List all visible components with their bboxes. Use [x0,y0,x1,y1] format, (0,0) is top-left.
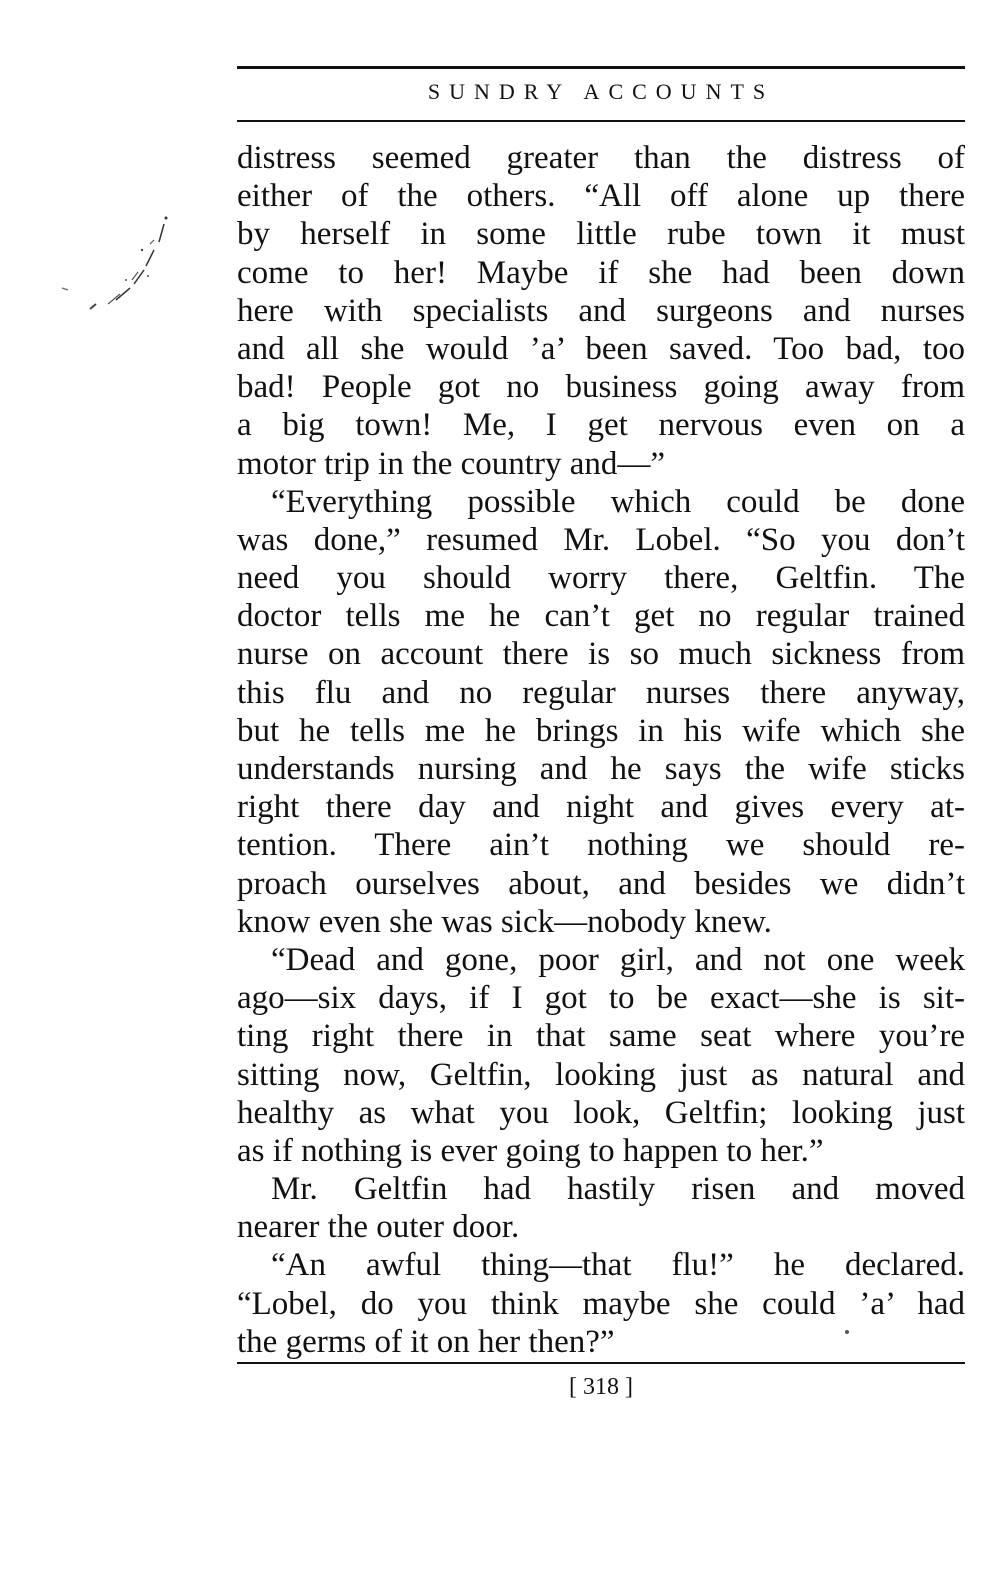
text-line: “Lobel, do you think maybe she could ’a’ had [237,1285,965,1322]
top-rule [237,66,965,69]
stray-ink-dot [845,1330,849,1334]
text-line: bad! People got no business going away from [237,369,965,406]
text-line: this flu and no regular nurses there anyway, [237,674,965,711]
text-line: understands nursing and he says the wife sticks [237,751,965,787]
text-line: nurse on account there is so much sickness from [237,636,965,673]
text-line: nearer the outer door. [237,1209,520,1246]
text-line: need you should worry there, Geltfin. The [237,560,965,597]
text-line: “An awful thing—that flu!” he declared. [271,1247,965,1284]
text-line: “Dead and gone, poor girl, and not one week [271,941,965,978]
text-line: motor trip in the country and—” [237,445,665,482]
text-line: Mr. Geltfin had hastily risen and moved [271,1171,965,1208]
text-line: tention. There ain’t nothing we should re- [237,827,965,864]
text-line: know even she was sick—nobody knew. [237,903,772,940]
text-line: and all she would ’a’ been saved. Too bad, too [237,330,965,367]
body-text [237,139,965,1361]
text-line: distress seemed greater than the distress of [237,140,965,176]
text-line: doctor tells me he can’t get no regular trained [237,598,965,635]
text-line: the germs of it on her then?” [237,1323,615,1360]
text-line: healthy as what you look, Geltfin; looking just [237,1094,965,1131]
header-rule [237,120,965,122]
text-line: sitting now, Geltfin, looking just as natural and [237,1056,965,1093]
text-line: ago—six days, if I got to be exact—she is sit- [237,980,965,1017]
text-line: here with specialists and surgeons and nurses [237,292,965,329]
text-line: proach ourselves about, and besides we didn’t [237,865,965,902]
page-number: [ 318 ] [569,1374,633,1400]
margin-pencil-mark [56,210,186,320]
text-line: “Everything possible which could be done [271,483,965,520]
footer-rule [237,1362,965,1364]
text-line: a big town! Me, I get nervous even on a [237,407,965,444]
text-line: was done,” resumed Mr. Lobel. “So you don’t [237,521,965,558]
text-line: but he tells me he brings in his wife which she [237,712,965,749]
text-line: as if nothing is ever going to happen to her.” [237,1132,824,1169]
running-head: SUNDRY ACCOUNTS [427,79,775,104]
text-line: by herself in some little rube town it must [237,216,965,253]
text-line: ting right there in that same seat where you’re [237,1018,965,1055]
text-line: either of the others. “All off alone up there [237,178,965,215]
text-line: come to her! Maybe if she had been down [237,254,965,291]
text-line: right there day and night and gives every at- [237,789,965,826]
